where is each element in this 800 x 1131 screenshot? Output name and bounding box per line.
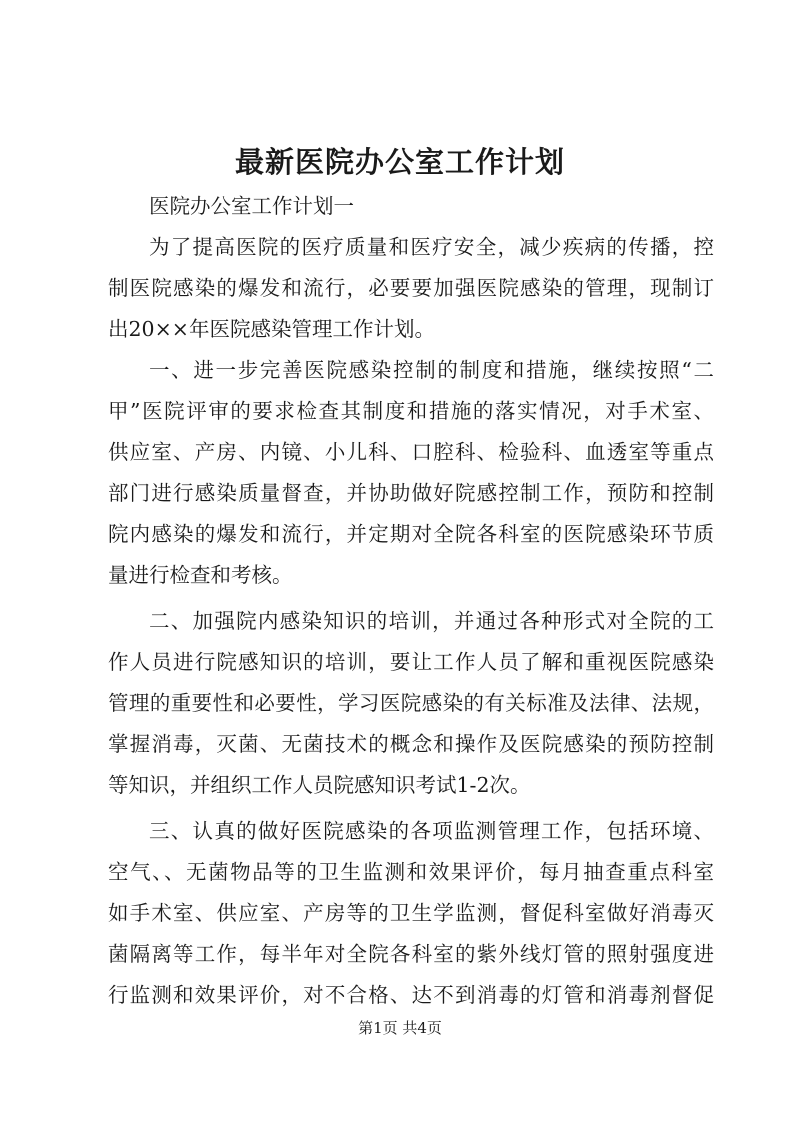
paragraph-line: 三、认真的做好医院感染的各项监测管理工作，包括环境、 bbox=[149, 819, 714, 843]
paragraph-line: 等知识，并组织工作人员院感知识考试1-2次。 bbox=[108, 773, 531, 797]
paragraph-line: 供应室、产房、内镜、小儿科、口腔科、检验科、血透室等重点 bbox=[108, 440, 714, 464]
paragraph-line: 二、加强院内感染知识的培训，并通过各种形式对全院的工 bbox=[149, 609, 714, 633]
paragraph-line: 量进行检查和考核。 bbox=[108, 563, 293, 587]
paragraph-section-1 bbox=[108, 350, 714, 596]
paragraph-line: 一、进一步完善医院感染控制的制度和措施，继续按照“二 bbox=[149, 358, 714, 382]
paragraph-line: 空气、、无菌物品等的卫生监测和效果评价，每月抽查重点科室 bbox=[108, 860, 714, 884]
paragraph-section-2 bbox=[108, 601, 714, 806]
paragraph-line: 为了提高医院的医疗质量和医疗安全，减少疾病的传播，控 bbox=[149, 235, 714, 259]
page-number-footer: 第1页 共4页 bbox=[358, 1019, 442, 1037]
paragraph-intro bbox=[108, 227, 714, 350]
paragraph-line: 部门进行感染质量督查，并协助做好院感控制工作，预防和控制 bbox=[108, 481, 714, 505]
paragraph-line: 制医院感染的爆发和流行，必要要加强医院感染的管理，现制订 bbox=[108, 276, 714, 300]
paragraph-line: 院内感染的爆发和流行，并定期对全院各科室的医院感染环节质 bbox=[108, 522, 714, 546]
paragraph-section-3 bbox=[108, 811, 714, 1016]
paragraph-line: 行监测和效果评价，对不合格、达不到消毒的灯管和消毒剂督促 bbox=[108, 983, 714, 1007]
page-title: 最新医院办公室工作计划 bbox=[234, 145, 565, 179]
paragraph-line: 如手术室、供应室、产房等的卫生学监测，督促科室做好消毒灭 bbox=[108, 901, 714, 925]
paragraph-line: 菌隔离等工作，每半年对全院各科室的紫外线灯管的照射强度进 bbox=[108, 942, 714, 966]
paragraph-line: 掌握消毒，灭菌、无菌技术的概念和操作及医院感染的预防控制 bbox=[108, 732, 714, 756]
paragraph-line: 作人员进行院感知识的培训，要让工作人员了解和重视医院感染 bbox=[108, 650, 714, 674]
section-subtitle: 医院办公室工作计划一 bbox=[149, 194, 354, 218]
paragraph-line: 甲”医院评审的要求检查其制度和措施的落实情况，对手术室、 bbox=[108, 399, 714, 423]
document-body bbox=[108, 186, 714, 1016]
paragraph-line: 管理的重要性和必要性，学习医院感染的有关标准及法律、法规， bbox=[108, 691, 714, 715]
paragraph-line: 出20××年医院感染管理工作计划。 bbox=[108, 317, 435, 341]
